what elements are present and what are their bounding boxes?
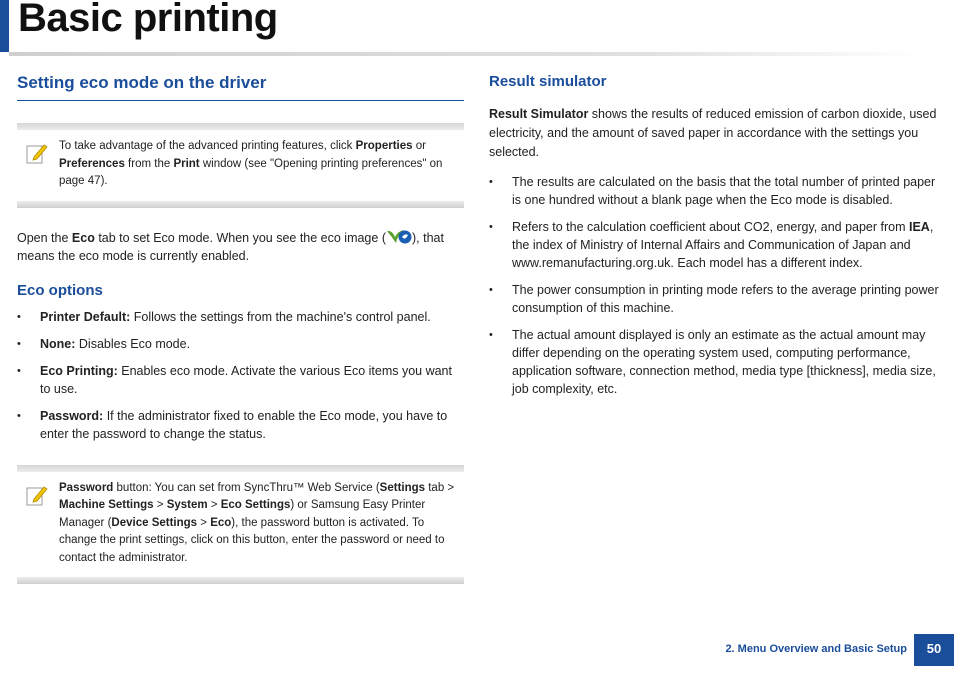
settings-label: Settings <box>379 481 426 494</box>
eco-intro-paragraph <box>17 228 464 265</box>
list-item <box>489 281 939 317</box>
eco-options-list <box>17 308 464 443</box>
title-accent-bar <box>0 0 9 52</box>
option-label: Password: <box>40 408 104 423</box>
system-label: System <box>166 499 208 511</box>
list-item <box>17 308 464 326</box>
list-item <box>489 326 939 398</box>
result-simulator-heading: Result simulator <box>489 73 607 90</box>
note-text: tab > <box>425 481 455 494</box>
note-box-preferences <box>17 123 464 208</box>
print-label: Print <box>173 157 200 170</box>
right-column <box>489 72 939 398</box>
note-text: or <box>412 140 426 152</box>
note-text: To take advantage of the advanced printing features, click <box>59 140 356 152</box>
note-body <box>17 130 464 201</box>
left-column <box>17 72 464 584</box>
option-text: If the administrator fixed to enable the Eco mode, you have to enter the password to change the status. <box>40 408 448 441</box>
intro-text: shows the results of reduced emission of carbon dioxide, used electricity, and the amount of saved paper in accordance with the settings you selected. <box>489 107 937 159</box>
list-item <box>489 218 939 272</box>
bullet-text: The power consumption in printing mode refers to the average printing power consumption of this machine. <box>512 283 939 315</box>
section-heading-eco-driver: Setting eco mode on the driver <box>17 72 464 101</box>
eco-settings-label: Eco Settings <box>220 499 291 511</box>
option-text: Disables Eco mode. <box>75 336 191 351</box>
device-settings-label: Device Settings <box>111 516 198 529</box>
eco-tab-label: Eco <box>71 230 95 245</box>
note-top-bar <box>17 123 464 130</box>
password-label: Password <box>59 481 114 494</box>
intro-text: Open the <box>17 230 72 245</box>
note-text: button: You can set from SyncThru™ Web Service ( <box>113 481 380 494</box>
result-simulator-intro <box>489 105 939 162</box>
option-label: Eco Printing: <box>40 363 118 378</box>
list-item <box>17 407 464 443</box>
bullet-text: Refers to the calculation coefficient about CO2, energy, and paper from <box>512 220 909 234</box>
note-text: window (see "Opening printing preferences" on page 47). <box>59 157 443 187</box>
note-text: > <box>197 516 211 529</box>
result-simulator-label: Result Simulator <box>489 107 589 121</box>
option-text: Enables eco mode. Activate the various Eco items you want to use. <box>40 363 452 396</box>
note-bottom-bar <box>17 577 464 584</box>
note-pencil-icon <box>26 484 48 506</box>
page-title: Basic printing <box>18 0 278 40</box>
note-box-password <box>17 465 464 585</box>
list-item <box>489 173 939 209</box>
preferences-label: Preferences <box>59 157 125 170</box>
title-divider <box>9 52 919 56</box>
footer-chapter: 2. Menu Overview and Basic Setup <box>725 643 907 655</box>
note-body <box>17 472 464 578</box>
bullet-text: , the index of Ministry of Internal Affairs and Communication of Japan and www.remanufacturing.org.uk. Each model has a different index. <box>512 220 934 270</box>
intro-text: ), that means the eco mode is currently enabled. <box>17 230 444 263</box>
iea-label: IEA <box>909 220 930 234</box>
intro-text: tab to set Eco mode. When you see the eco image ( <box>94 230 386 245</box>
bullet-text: The results are calculated on the basis that the total number of printed paper is one hundred without a blank page when the Eco mode is disabled. <box>512 175 936 207</box>
machine-settings-label: Machine Settings <box>59 499 154 511</box>
list-item <box>17 335 464 353</box>
bullet-text: The actual amount displayed is only an estimate as the actual amount may differ depending on the operating system used, computing performance, application software, connection method, media type [thickness], media size, job complexity, etc. <box>512 328 936 396</box>
note-text: > <box>207 499 221 511</box>
note-text: ) or Samsung Easy Printer Manager ( <box>59 499 426 529</box>
note-top-bar <box>17 465 464 472</box>
note-text: > <box>153 499 167 511</box>
note-text: ), the password button is activated. To change the print settings, click on this button, enter the password or need to contact the administrator. <box>59 516 445 564</box>
result-notes-list <box>489 173 939 398</box>
note-pencil-icon <box>26 142 48 164</box>
eco-leaf-icon <box>386 228 412 245</box>
option-label: None: <box>40 336 76 351</box>
eco-label: Eco <box>210 516 232 529</box>
note-bottom-bar <box>17 201 464 208</box>
option-text: Follows the settings from the machine's control panel. <box>130 309 431 324</box>
option-label: Printer Default: <box>40 309 131 324</box>
list-item <box>17 362 464 398</box>
properties-label: Properties <box>355 140 413 152</box>
page-number: 50 <box>914 634 954 666</box>
eco-options-heading: Eco options <box>17 281 103 299</box>
note-text: from the <box>124 157 174 170</box>
